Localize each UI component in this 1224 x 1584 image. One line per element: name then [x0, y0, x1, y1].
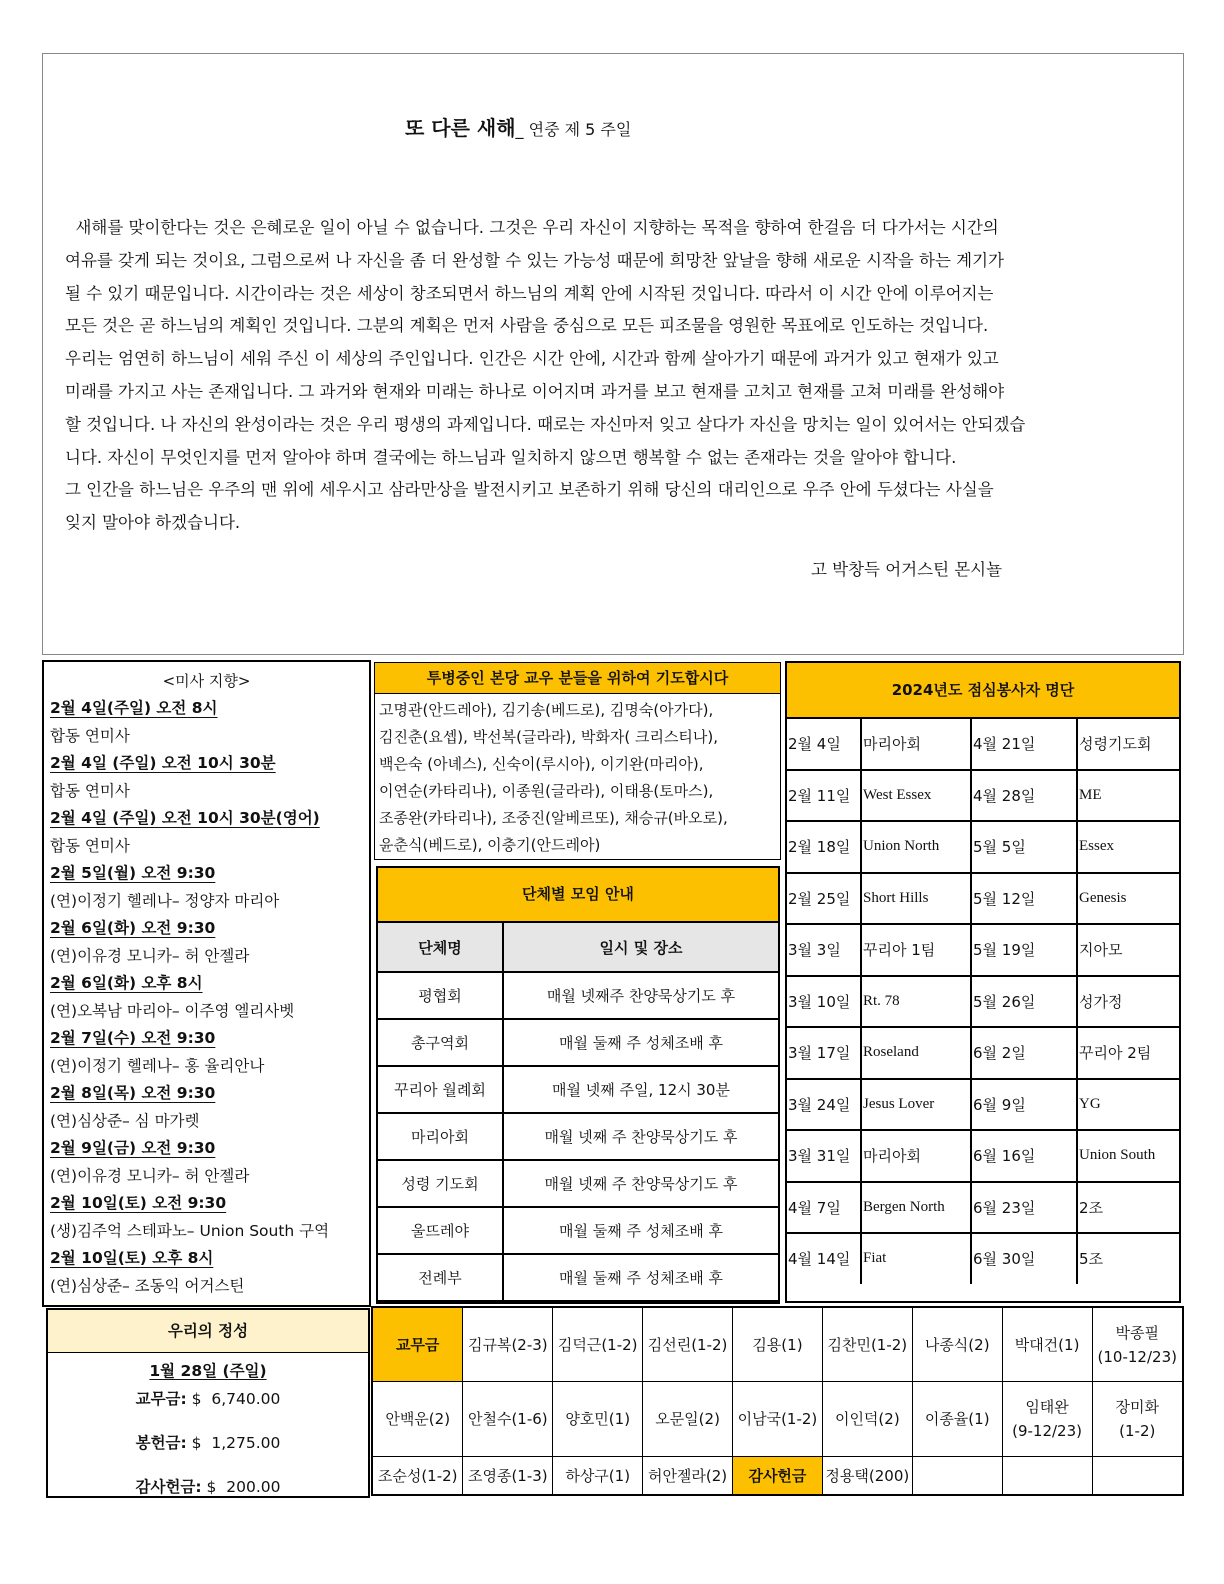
mass-date: [50, 860, 363, 888]
group-time: 매월 넷째 주일, 12시 30분: [503, 1066, 778, 1113]
offering-title: 우리의 정성: [48, 1310, 368, 1353]
essay-line: 될 수 있기 때문입니다. 시간이라는 것은 세상이 창조되면서 하느님의 계획 안에 시작된 것입니다. 따라서 이 시간 안에 이루어지는: [65, 283, 994, 303]
table-row: [787, 821, 1179, 873]
donor-cell: 장미화 (1-2): [1092, 1382, 1182, 1457]
offering-item: [48, 1475, 368, 1499]
group-time: 매월 넷째주 찬양묵상기도 후: [503, 972, 778, 1019]
group-name: 울뜨레야: [378, 1207, 503, 1254]
mass-date-text: 2월 4일 (주일) 오전 10시 30분(영어): [50, 809, 320, 827]
col-group-name: 단체명: [378, 923, 503, 972]
donor-cell: [912, 1457, 1002, 1494]
lunch-cell: 4월 14일: [787, 1233, 861, 1284]
group-meetings-table: [378, 923, 778, 1302]
donor-cell: 안철수(1-6): [463, 1382, 553, 1457]
mass-intention: (생)김주억 스테파노– Union South 구역: [50, 1221, 330, 1240]
essay-box: [42, 53, 1184, 655]
mass-intention: (연)이정기 헬레나– 홍 율리안나: [50, 1056, 265, 1075]
essay-title-main: 또 다른 새해: [405, 116, 516, 140]
lunch-cell: 3월 24일: [787, 1079, 861, 1131]
lunch-cell: 5조: [1077, 1233, 1179, 1284]
mass-intention: (연)이유경 모니카– 허 안젤라: [50, 1166, 250, 1185]
table-row: [378, 1207, 778, 1254]
prayer-list-title: 투병중인 본당 교우 분들을 위하여 기도합시다: [375, 663, 780, 694]
mass-intention: (연)이정기 헬레나– 정양자 마리아: [50, 891, 280, 910]
donor-cell: 나종식(2): [912, 1308, 1002, 1382]
donor-cell: 이종율(1): [912, 1382, 1002, 1457]
mass-date: [50, 1135, 363, 1163]
donor-cell: 김선린(1-2): [643, 1308, 733, 1382]
table-row: [373, 1457, 1182, 1494]
essay-line: 모든 것은 곧 하느님의 계획인 것입니다. 그분의 계획은 먼저 사람을 중심으로 모든 피조물을 영원한 목표에로 인도하는 것입니다.: [65, 316, 989, 336]
prayer-name-line: 이연순(카타리나), 이종원(글라라), 이태용(토마스),: [379, 782, 714, 800]
lunch-cell: 6월 2일: [971, 1027, 1077, 1079]
essay-body: [65, 212, 1160, 540]
table-row: [787, 719, 1179, 770]
table-row: [373, 1308, 1182, 1382]
table-row: [378, 1019, 778, 1066]
essay-line: 여유를 갖게 되는 것이요, 그럼으로써 나 자신을 좀 더 완성할 수 있는 가능성 때문에 희망찬 앞날을 향해 새로운 시작을 하는 계기가: [65, 250, 1004, 270]
lunch-volunteers-table: [787, 719, 1179, 1284]
group-name: 성령 기도회: [378, 1160, 503, 1207]
mass-intention: (연)심상준– 심 마가렛: [50, 1111, 200, 1130]
table-row: [787, 1027, 1179, 1079]
lunch-cell: 6월 16일: [971, 1130, 1077, 1182]
offering-items: [48, 1387, 368, 1499]
lunch-cell: 3월 3일: [787, 924, 861, 976]
group-time: 매월 넷째 주 찬양묵상기도 후: [503, 1160, 778, 1207]
lunch-cell: 2월 25일: [787, 873, 861, 925]
table-row: [378, 1066, 778, 1113]
donor-cell: 정용택(200): [822, 1457, 912, 1494]
donor-cell: 박대건(1): [1002, 1308, 1092, 1382]
offering-value: $ 6,740.00: [186, 1390, 281, 1408]
table-row: [787, 1182, 1179, 1234]
lunch-cell: 3월 10일: [787, 976, 861, 1028]
lunch-cell: Bergen North: [861, 1182, 971, 1234]
offering-item: [48, 1387, 368, 1411]
group-name: 총구역회: [378, 1019, 503, 1066]
table-row: [787, 1233, 1179, 1284]
group-meetings-title: 단체별 모임 안내: [378, 868, 778, 923]
prayer-list-names: [375, 694, 780, 862]
donor-cell: 김찬민(1-2): [822, 1308, 912, 1382]
essay-line: 할 것입니다. 나 자신의 완성이라는 것은 우리 평생의 과제입니다. 때로는 자신마저 잊고 살다가 자신을 망치는 일이 있어서는 안되겠습: [65, 414, 1026, 434]
lunch-cell: 6월 30일: [971, 1233, 1077, 1284]
essay-title-sub: _ 연중 제 5 주일: [515, 120, 632, 139]
table-row: [378, 972, 778, 1019]
lunch-cell: Fiat: [861, 1233, 971, 1284]
mass-date-text: 2월 8일(목) 오전 9:30: [50, 1084, 216, 1102]
essay-title: [405, 112, 631, 141]
lunch-cell: 5월 26일: [971, 976, 1077, 1028]
donor-cell: 김규복(2-3): [463, 1308, 553, 1382]
lunch-cell: 5월 19일: [971, 924, 1077, 976]
offering-label: 봉헌금:: [135, 1434, 187, 1452]
mass-date: [50, 970, 363, 998]
donor-cell: 김용(1): [733, 1308, 823, 1382]
table-row: [378, 1254, 778, 1301]
donor-cell: 감사헌금: [733, 1457, 823, 1494]
essay-line: 새해를 맞이한다는 것은 은혜로운 일이 아닐 수 없습니다. 그것은 우리 자신이 지향하는 목적을 향하여 한걸음 더 다가서는 시간의: [65, 218, 999, 237]
lunch-cell: Jesus Lover: [861, 1079, 971, 1131]
prayer-name-line: 조종완(카타리나), 조중진(알베르또), 채승규(바오로),: [379, 809, 728, 827]
essay-author: 고 박창득 어거스틴 몬시뇰: [811, 560, 1003, 579]
lunch-cell: Roseland: [861, 1027, 971, 1079]
donor-cell: 임태완 (9-12/23): [1002, 1382, 1092, 1457]
donor-cell: 허안젤라(2): [643, 1457, 733, 1494]
offering-box: [46, 1308, 370, 1498]
mass-date: [50, 1025, 363, 1053]
lunch-cell: 마리아회: [861, 719, 971, 770]
donor-cell: 교무금: [373, 1308, 463, 1382]
group-time: 매월 둘째 주 성체조배 후: [503, 1207, 778, 1254]
offering-label: 감사헌금:: [135, 1478, 202, 1496]
group-name: 평협회: [378, 972, 503, 1019]
mass-date: [50, 1080, 363, 1108]
mass-date-text: 2월 6일(화) 오전 9:30: [50, 919, 216, 937]
offering-label: 교무금:: [135, 1390, 187, 1408]
table-row: [787, 1079, 1179, 1131]
lunch-cell: 2월 4일: [787, 719, 861, 770]
prayer-name-line: 김진춘(요셉), 박선복(글라라), 박화자( 크리스티나),: [379, 728, 719, 746]
offering-value: $ 200.00: [201, 1478, 281, 1496]
donor-cell: 이인덕(2): [822, 1382, 912, 1457]
mass-date: [50, 805, 363, 833]
group-time: 매월 둘째 주 성체조배 후: [503, 1019, 778, 1066]
lunch-cell: Short Hills: [861, 873, 971, 925]
essay-line: 니다. 자신이 무엇인지를 먼저 알아야 하며 결국에는 하느님과 일치하지 않으면 행복할 수 없는 존재라는 것을 알아야 합니다.: [65, 447, 957, 467]
lunch-cell: 5월 12일: [971, 873, 1077, 925]
donor-cell: 안백운(2): [373, 1382, 463, 1457]
mass-intention: (연)이유경 모니카– 허 안젤라: [50, 946, 250, 965]
offering-item: [48, 1431, 368, 1455]
col-time-place: 일시 및 장소: [503, 923, 778, 972]
table-row: [787, 873, 1179, 925]
mass-date-text: 2월 4일(주일) 오전 8시: [50, 699, 218, 717]
donor-cell: [1002, 1457, 1092, 1494]
group-meetings-box: [376, 866, 780, 1304]
lunch-cell: 2월 18일: [787, 821, 861, 873]
lunch-volunteers-title: 2024년도 점심봉사자 명단: [787, 663, 1179, 719]
group-time: 매월 넷째 주 찬양묵상기도 후: [503, 1113, 778, 1160]
lunch-cell: 3월 17일: [787, 1027, 861, 1079]
mass-intentions-list: [50, 695, 363, 1300]
prayer-name-line: 백은숙 (아녜스), 신숙이(루시아), 이기완(마리아),: [379, 755, 704, 773]
mass-date-text: 2월 10일(토) 오후 8시: [50, 1249, 214, 1267]
mass-date: [50, 750, 363, 778]
donor-cell: 양호민(1): [553, 1382, 643, 1457]
mass-intention: 합동 연미사: [50, 781, 130, 800]
lunch-cell: 4월 7일: [787, 1182, 861, 1234]
mass-intention: (연)오복남 마리아– 이주영 엘리사벳: [50, 1001, 295, 1020]
lunch-cell: 지아모: [1077, 924, 1179, 976]
table-row: [787, 770, 1179, 822]
donors-table: [373, 1308, 1182, 1494]
mass-date: [50, 1245, 363, 1273]
lunch-cell: 3월 31일: [787, 1130, 861, 1182]
table-row: [787, 924, 1179, 976]
mass-date: [50, 1190, 363, 1218]
mass-intention: (연)심상준– 조동익 어거스틴: [50, 1276, 245, 1295]
lunch-cell: Rt. 78: [861, 976, 971, 1028]
offering-value: $ 1,275.00: [186, 1434, 281, 1452]
mass-date-text: 2월 4일 (주일) 오전 10시 30분: [50, 754, 276, 772]
mass-date: [50, 695, 363, 723]
lunch-cell: 4월 21일: [971, 719, 1077, 770]
lunch-cell: Essex: [1077, 821, 1179, 873]
donor-cell: 이남국(1-2): [733, 1382, 823, 1457]
essay-line: 우리는 엄연히 하느님이 세워 주신 이 세상의 주인입니다. 인간은 시간 안에, 시간과 함께 살아가기 때문에 과거가 있고 현재가 있고: [65, 349, 999, 369]
essay-line: 잊지 말아야 하겠습니다.: [65, 513, 241, 533]
lunch-cell: 2조: [1077, 1182, 1179, 1234]
mass-date-text: 2월 7일(수) 오전 9:30: [50, 1029, 216, 1047]
group-name: 전례부: [378, 1254, 503, 1301]
lunch-cell: ME: [1077, 770, 1179, 822]
lunch-volunteers-box: [785, 661, 1181, 1303]
offering-date: 1월 28일 (주일): [149, 1362, 267, 1380]
prayer-list-box: [374, 662, 781, 860]
donors-box: [371, 1306, 1184, 1496]
lunch-cell: 5월 5일: [971, 821, 1077, 873]
mass-date-text: 2월 6일(화) 오후 8시: [50, 974, 203, 992]
group-time: 매월 둘째 주 성체조배 후: [503, 1254, 778, 1301]
lunch-cell: Union South: [1077, 1130, 1179, 1182]
lunch-cell: 4월 28일: [971, 770, 1077, 822]
lunch-cell: Union North: [861, 821, 971, 873]
prayer-name-line: 고명관(안드레아), 김기송(베드로), 김명숙(아가다),: [379, 701, 714, 719]
lunch-cell: 꾸리아 2팀: [1077, 1027, 1179, 1079]
mass-intentions: [42, 660, 371, 1307]
donor-cell: 오문일(2): [643, 1382, 733, 1457]
lunch-cell: 2월 11일: [787, 770, 861, 822]
donor-cell: 조영종(1-3): [463, 1457, 553, 1494]
lunch-cell: 6월 23일: [971, 1182, 1077, 1234]
lunch-cell: 마리아회: [861, 1130, 971, 1182]
mass-intention: 합동 연미사: [50, 726, 130, 745]
table-row: [378, 1160, 778, 1207]
lunch-cell: 성가정: [1077, 976, 1179, 1028]
mass-date-text: 2월 9일(금) 오전 9:30: [50, 1139, 216, 1157]
mass-intention: 합동 연미사: [50, 836, 130, 855]
donor-cell: [1092, 1457, 1182, 1494]
donor-cell: 박종필 (10-12/23): [1092, 1308, 1182, 1382]
table-row: [787, 1130, 1179, 1182]
lunch-cell: YG: [1077, 1079, 1179, 1131]
group-name: 마리아회: [378, 1113, 503, 1160]
prayer-name-line: 윤춘식(베드로), 이충기(안드레아): [379, 836, 601, 854]
lunch-cell: Genesis: [1077, 873, 1179, 925]
table-row: [378, 1113, 778, 1160]
lunch-cell: West Essex: [861, 770, 971, 822]
mass-intentions-header: <미사 지향>: [162, 672, 251, 690]
table-row: [787, 976, 1179, 1028]
donor-cell: 김덕근(1-2): [553, 1308, 643, 1382]
lunch-cell: 꾸리아 1팀: [861, 924, 971, 976]
mass-date-text: 2월 5일(월) 오전 9:30: [50, 864, 216, 882]
table-row: [373, 1382, 1182, 1457]
donor-cell: 하상구(1): [553, 1457, 643, 1494]
group-name: 꾸리아 월례회: [378, 1066, 503, 1113]
lunch-cell: 성령기도회: [1077, 719, 1179, 770]
essay-line: 미래를 가지고 사는 존재입니다. 그 과거와 현재와 미래는 하나로 이어지며 과거를 보고 현재를 고치고 현재를 고쳐 미래를 완성해야: [65, 381, 1005, 401]
mass-date: [50, 915, 363, 943]
donor-cell: 조순성(1-2): [373, 1457, 463, 1494]
mass-date-text: 2월 10일(토) 오전 9:30: [50, 1194, 227, 1212]
essay-line: 그 인간을 하느님은 우주의 맨 위에 세우시고 삼라만상을 발전시키고 보존하기 위해 당신의 대리인으로 우주 안에 두셨다는 사실을: [65, 480, 994, 500]
lunch-cell: 6월 9일: [971, 1079, 1077, 1131]
